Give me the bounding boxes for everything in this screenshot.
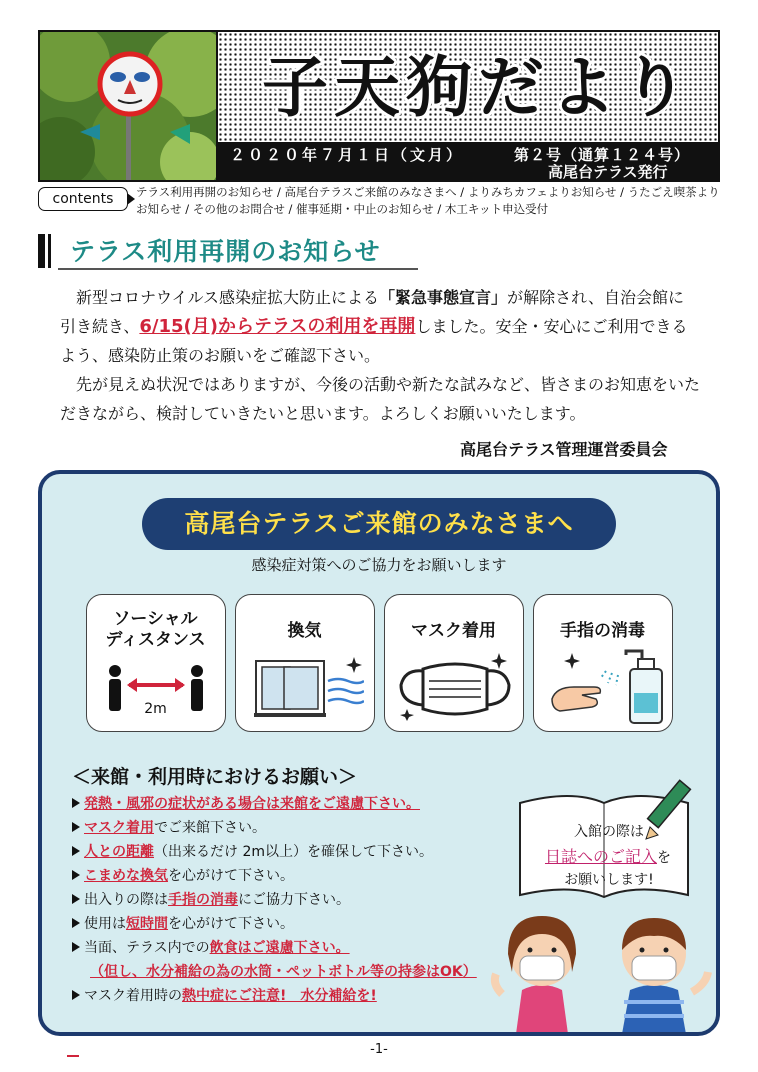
- mask-icon: [395, 651, 515, 721]
- notice-panel: [38, 470, 720, 1036]
- bullet-icon: [72, 942, 80, 952]
- emergency-declaration: 「緊急事態宣言」: [379, 288, 508, 307]
- request-item: [90, 962, 477, 982]
- issue-bar: [218, 142, 718, 180]
- request-text: 使用は: [84, 916, 126, 932]
- bullet-icon: [72, 798, 80, 808]
- request-highlight: こまめな換気: [84, 868, 168, 884]
- request-highlight: 短時間: [126, 916, 168, 932]
- card-hand-sanitizer: [533, 594, 673, 732]
- request-text: マスク着用時の: [84, 988, 182, 1004]
- request-item: [72, 866, 294, 886]
- reopening-paragraph: [60, 283, 700, 370]
- contents-list: テラス利用再開のお知らせ / 高尾台テラスご来館のみなさまへ / よりみちカフェよりお知らせ / うたごえ喫茶よりお知らせ / その他のお問合せ / 催事延期・中止のお知らせ / 木工キット申込受付: [136, 185, 720, 216]
- request-text: でご来館下さい。: [154, 820, 266, 836]
- request-highlight: （但し、水分補給の為の水筒・ペットボトル等の持参はOK）: [90, 964, 477, 980]
- window-icon: [254, 651, 364, 719]
- bullet-icon: [72, 894, 80, 904]
- card-label: 換気: [287, 621, 322, 641]
- p1-text-c: が解除され、自治会館に引き続き、: [60, 288, 685, 336]
- bullet-icon: [72, 918, 80, 928]
- request-text: を心がけて下さい。: [168, 868, 294, 884]
- requests-title: ＜来館・利用時におけるお願い＞: [72, 766, 358, 788]
- card-label-line2: ディスタンス: [105, 630, 206, 650]
- notice-subtitle: 感染症対策へのご協力をお願いします: [251, 556, 507, 574]
- request-highlight: 発熱・風邪の症状がある場合は来館をご遠慮下さい。: [84, 796, 420, 812]
- board-highlight: 日誌へのご記入: [544, 847, 657, 866]
- tengu-photo: [40, 32, 216, 180]
- bullet-icon: [72, 822, 80, 832]
- request-highlight: 人との距離: [84, 844, 154, 860]
- request-text: 当面、テラス内での: [84, 940, 210, 956]
- p1-text-a: 新型コロナウイルス感染症拡大防止による: [76, 288, 380, 307]
- section-underline: [58, 268, 418, 270]
- request-highlight: 飲食はご遠慮下さい。: [209, 940, 350, 956]
- reopen-date-highlight: 6/15(月)からテラスの利用を再開: [139, 316, 416, 337]
- children-illustration: [482, 894, 716, 1034]
- request-highlight: 熱中症にご注意! 水分補給を!: [182, 988, 377, 1004]
- request-text: を心がけて下さい。: [168, 916, 294, 932]
- request-highlight: マスク着用: [84, 820, 154, 836]
- contents-arrow-icon: [127, 193, 135, 205]
- notice-title: 高尾台テラスご来館のみなさまへ: [184, 509, 574, 538]
- card-label-line1: ソーシャル: [113, 609, 198, 629]
- corner-mark: [67, 1055, 79, 1057]
- section-marker-thin: [48, 234, 51, 268]
- request-item: [72, 818, 266, 838]
- board-line1: 入館の際は: [574, 824, 644, 840]
- card-label: 手指の消毒: [560, 621, 645, 641]
- section-marker: [38, 234, 45, 268]
- contents-label: contents: [38, 187, 128, 211]
- bullet-icon: [72, 846, 80, 856]
- issue-number: 第２号（通算１２４号）: [514, 146, 691, 164]
- request-item: [72, 842, 433, 862]
- card-ventilation: [235, 594, 375, 732]
- page-number: -1-: [370, 1042, 388, 1057]
- outlook-paragraph: 先が見えぬ状況ではありますが、今後の活動や新たな試みなど、皆さまのお知恵をいただきながら、検討していきたいと思います。よろしくお願いいたします。: [60, 375, 701, 423]
- title-panel: [218, 32, 718, 142]
- request-item: [72, 890, 350, 910]
- request-item: [72, 794, 420, 814]
- request-text: （出来るだけ 2m以上）を確保して下さい。: [154, 844, 433, 860]
- board-suffix: を: [657, 850, 671, 866]
- sanitizer-icon: [542, 647, 666, 725]
- bullet-icon: [72, 870, 80, 880]
- request-text: にご協力下さい。: [238, 892, 350, 908]
- request-item: [72, 938, 350, 958]
- issue-date: ２０２０年７月１日（文月）: [230, 146, 465, 164]
- p1-text-e: しました。安全・安心にご利用できるよう、感染防止策のお願いをご確認下さい。: [60, 317, 688, 365]
- distance-label: 2m: [144, 701, 167, 717]
- board-line2: [518, 844, 698, 867]
- masthead: [38, 30, 720, 182]
- signature: 高尾台テラス管理運営委員会: [460, 440, 668, 459]
- card-social-distance: [86, 594, 226, 732]
- newsletter-title: 子天狗だより: [262, 49, 694, 126]
- request-text: 出入りの際は: [84, 892, 168, 908]
- bullet-icon: [72, 990, 80, 1000]
- publisher: 高尾台テラス発行: [548, 163, 668, 181]
- board-line3: お願いします!: [564, 872, 654, 888]
- request-highlight: 手指の消毒: [168, 892, 238, 908]
- section-title: テラス利用再開のお知らせ: [70, 237, 381, 266]
- card-label: マスク着用: [411, 621, 496, 641]
- request-item: [72, 986, 377, 1006]
- card-mask: [384, 594, 524, 732]
- request-item: [72, 914, 294, 934]
